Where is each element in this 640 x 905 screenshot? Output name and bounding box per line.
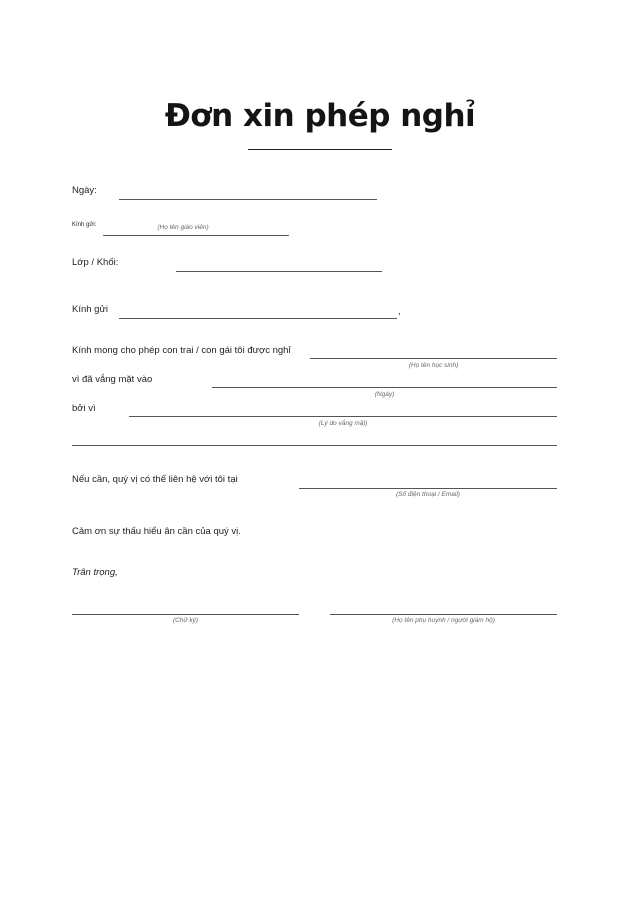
contact-hint: (Số điện thoại / Email) xyxy=(396,491,460,498)
dear-name-line[interactable] xyxy=(119,318,397,319)
date-label: Ngày: xyxy=(72,185,97,196)
parent-hint: (Họ tên phụ huynh / người giám hộ) xyxy=(392,617,495,624)
student-hint: (Họ tên học sinh) xyxy=(408,362,459,369)
reason-line-2[interactable] xyxy=(72,445,557,446)
reason-label: bởi vì xyxy=(72,403,96,414)
student-name-line[interactable] xyxy=(310,358,557,359)
signature-line[interactable] xyxy=(72,614,299,615)
absence-text: vì đã vắng mặt vào xyxy=(72,374,153,385)
title-underline xyxy=(248,149,392,150)
class-field-line[interactable] xyxy=(176,271,382,272)
signature-hint: (Chữ ký) xyxy=(172,617,199,624)
reason-hint: (Lý do vắng mặt) xyxy=(318,420,368,427)
thanks-text: Cảm ơn sự thấu hiểu ân cần của quý vị. xyxy=(72,526,241,537)
date-hint: (Ngày) xyxy=(374,391,395,398)
absence-date-line[interactable] xyxy=(212,387,557,388)
teacher-name-line[interactable] xyxy=(103,235,289,236)
teacher-hint: (Họ tên giáo viên) xyxy=(157,224,209,231)
class-label: Lớp / Khối: xyxy=(72,257,119,268)
closing-text: Trân trọng, xyxy=(72,567,118,578)
date-field-line[interactable] xyxy=(119,199,377,200)
reason-line-1[interactable] xyxy=(129,416,557,417)
dear-label: Kính gửi xyxy=(72,304,108,315)
dear-comma: , xyxy=(398,306,401,317)
recipient-small-label: Kính gửi: xyxy=(72,222,97,228)
request-text: Kính mong cho phép con trai / con gái tôi được nghỉ xyxy=(72,345,291,356)
contact-text: Nếu cần, quý vị có thể liên hệ với tôi tại xyxy=(72,474,238,485)
contact-line[interactable] xyxy=(299,488,557,489)
form-title: Đơn xin phép nghỉ xyxy=(164,98,476,134)
parent-name-line[interactable] xyxy=(330,614,557,615)
